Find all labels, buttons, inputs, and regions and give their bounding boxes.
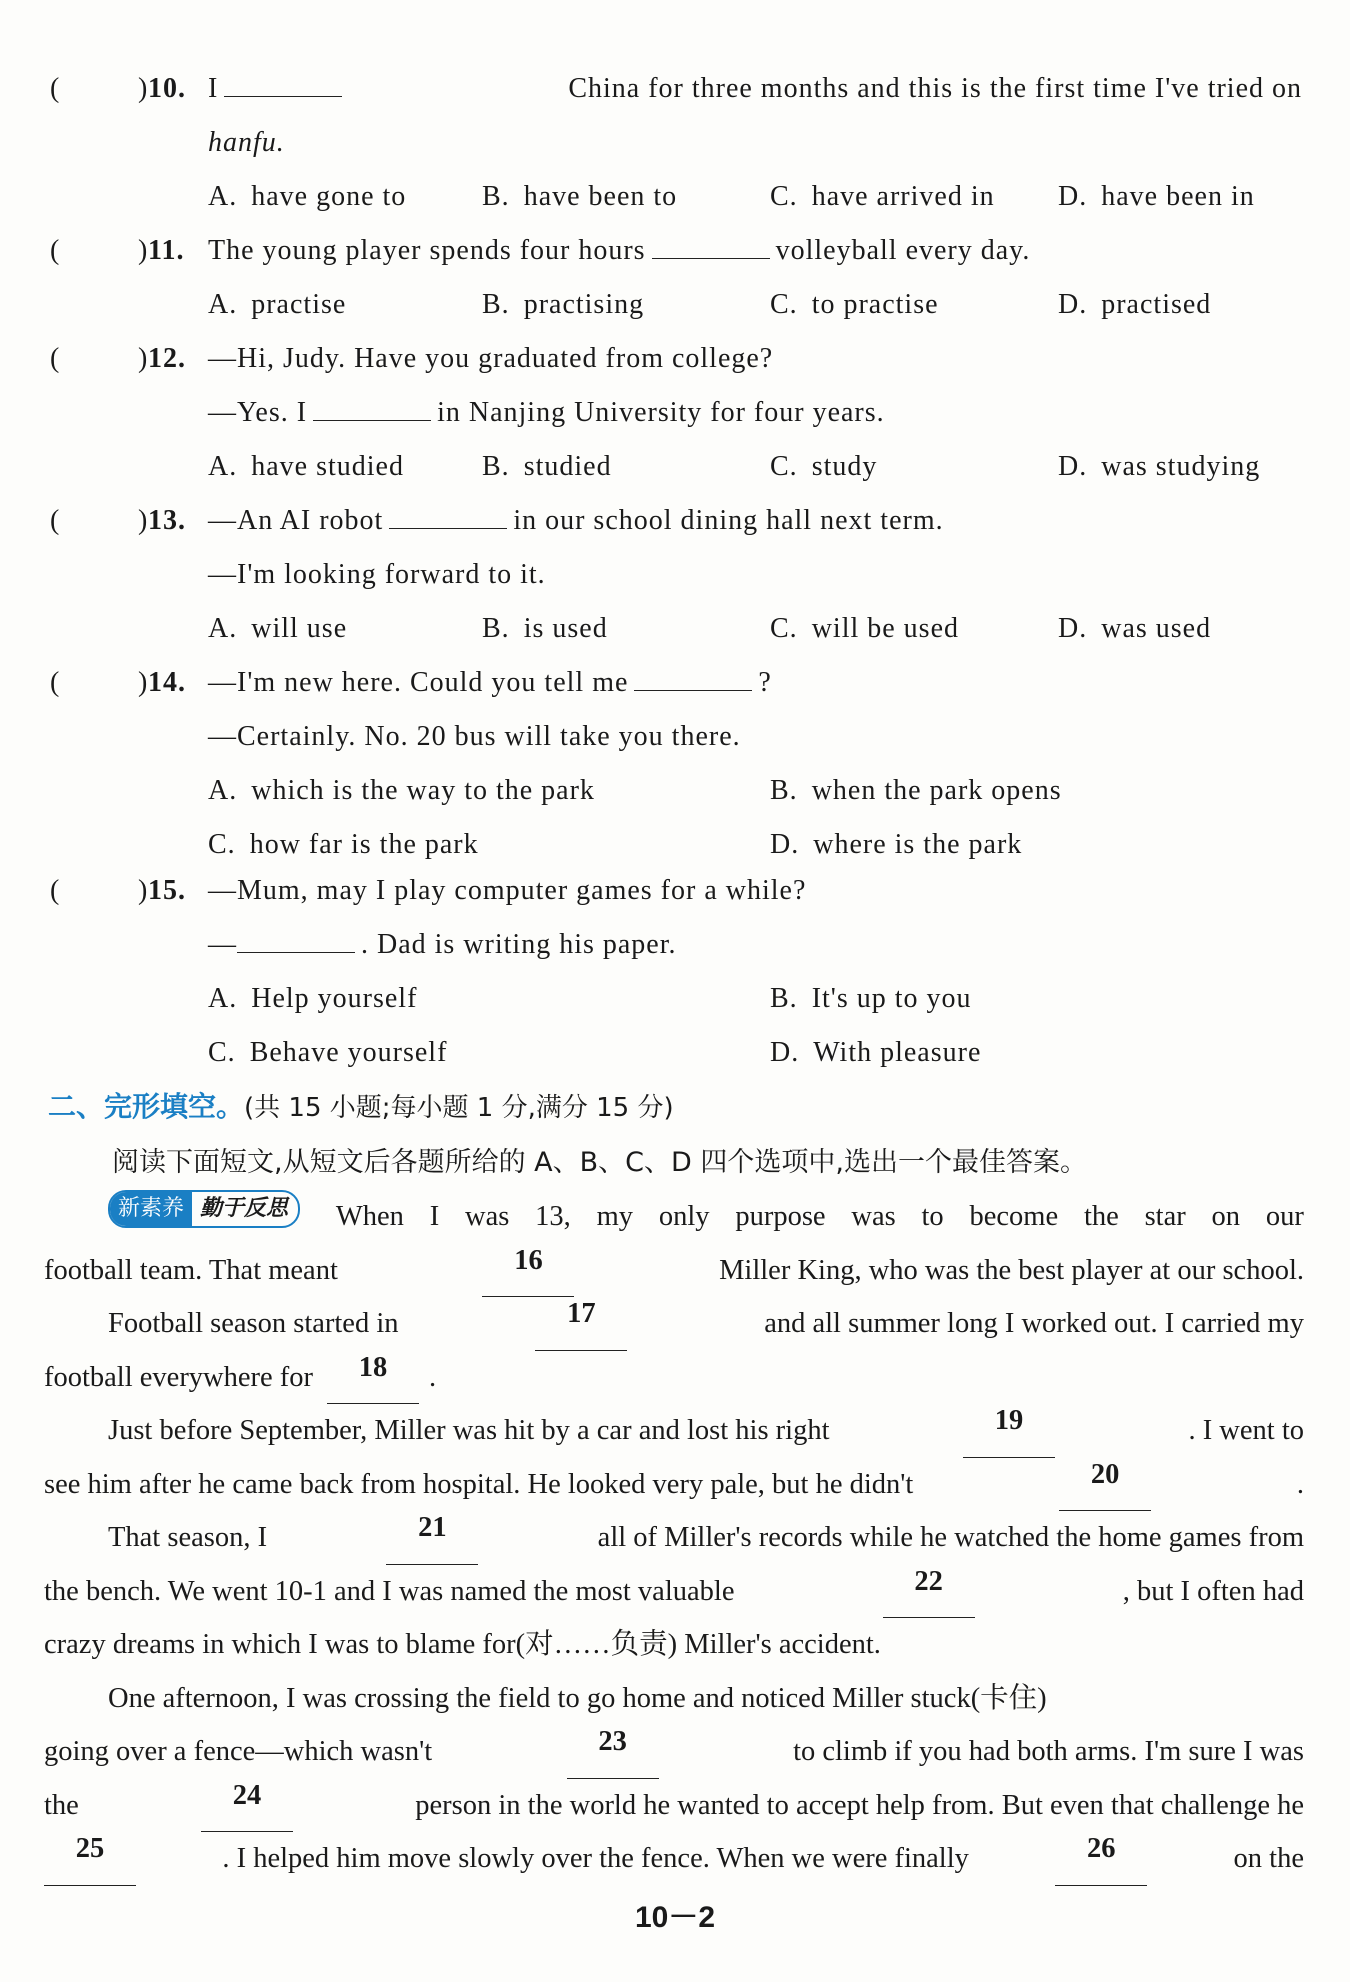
options-row <box>48 602 1302 656</box>
answer-blank[interactable] <box>224 68 342 97</box>
option-c[interactable]: C. Behave yourself <box>208 1037 448 1068</box>
answer-paren-open: ( <box>50 235 61 266</box>
question-number: 11. <box>148 235 185 266</box>
stem-reply: —I'm looking forward to it. <box>208 559 546 590</box>
answer-paren-close: ) <box>138 505 149 536</box>
page-number: 10－2 <box>634 1901 716 1934</box>
answer-paren-close: ) <box>138 235 149 266</box>
question-stem <box>208 62 1302 116</box>
options-row <box>48 278 1302 332</box>
answer-paren-open: ( <box>50 73 61 104</box>
option-d[interactable]: D. where is the park <box>770 829 1023 860</box>
cloze-blank[interactable]: 24 <box>201 1779 293 1833</box>
option-b[interactable]: B. is used <box>482 613 608 644</box>
question-stem: —An AI robot in our school dining hall next term. <box>208 494 1302 548</box>
cloze-blank[interactable]: 25 <box>44 1832 136 1886</box>
answer-paren-close: ) <box>138 667 149 698</box>
option-c[interactable]: C. have arrived in <box>770 181 995 212</box>
question-number: 15. <box>148 875 186 906</box>
option-b[interactable]: B. practising <box>482 289 645 320</box>
option-d[interactable]: D. have been in <box>1058 181 1255 212</box>
answer-blank[interactable] <box>634 662 752 691</box>
question-stem: The young player spends four hours volleyball every day. <box>208 224 1302 278</box>
section-heading <box>48 1080 674 1134</box>
option-d[interactable]: D. practised <box>1058 289 1212 320</box>
question-number: 10. <box>148 73 186 104</box>
cloze-blank[interactable]: 20 <box>1059 1458 1151 1512</box>
option-c[interactable]: C. will be used <box>770 613 959 644</box>
cloze-blank[interactable]: 17 <box>535 1297 627 1351</box>
passage-line: football team. That meant 16 Miller King, who was the best player at our school. <box>44 1244 1304 1298</box>
answer-paren-close: ) <box>138 343 149 374</box>
cloze-blank[interactable]: 18 <box>327 1351 419 1405</box>
passage-line: One afternoon, I was crossing the field to go home and noticed Miller stuck(卡住) <box>108 1682 1047 1714</box>
section-score-note: (共 15 小题;每小题 1 分,满分 15 分) <box>244 1093 674 1123</box>
option-d[interactable]: D. was used <box>1058 613 1212 644</box>
cloze-blank[interactable]: 26 <box>1055 1832 1147 1886</box>
answer-blank[interactable] <box>237 924 355 953</box>
option-a[interactable]: A. have gone to <box>208 181 407 212</box>
cloze-blank[interactable]: 21 <box>386 1511 478 1565</box>
cloze-passage <box>44 1190 1304 1886</box>
options-row <box>48 764 1302 818</box>
option-b[interactable]: B. have been to <box>482 181 678 212</box>
answer-paren-close: ) <box>138 875 149 906</box>
question-14 <box>48 656 1302 872</box>
cloze-blank[interactable]: 22 <box>883 1565 975 1619</box>
options-row <box>48 170 1302 224</box>
stem-reply: —Yes. I in Nanjing University for four years. <box>48 386 1302 440</box>
answer-blank[interactable] <box>652 230 770 259</box>
question-stem: —Mum, may I play computer games for a while? <box>208 875 807 906</box>
option-d[interactable]: D. With pleasure <box>770 1037 982 1068</box>
passage-line: 25 . I helped him move slowly over the fence. When we were finally 26 on the <box>44 1832 1304 1886</box>
question-stem: —I'm new here. Could you tell me ? <box>208 656 1302 710</box>
option-d[interactable]: D. was studying <box>1058 451 1261 482</box>
option-a[interactable]: A. have studied <box>208 451 404 482</box>
question-number: 12. <box>148 343 186 374</box>
stem-text: hanfu. <box>208 127 285 158</box>
answer-paren-open: ( <box>50 875 61 906</box>
question-number: 13. <box>148 505 186 536</box>
passage-line: Just before September, Miller was hit by a car and lost his right 19 . I went to <box>44 1404 1304 1458</box>
passage-line: see him after he came back from hospital. He looked very pale, but he didn't 20 . <box>44 1458 1304 1512</box>
answer-paren-close: ) <box>138 73 149 104</box>
question-10 <box>48 62 1302 224</box>
question-12 <box>48 332 1302 494</box>
option-a[interactable]: A. which is the way to the park <box>208 775 595 806</box>
option-c[interactable]: C. to practise <box>770 289 939 320</box>
passage-line: Football season started in 17 and all summer long I worked out. I carried my <box>44 1297 1304 1351</box>
cloze-blank[interactable]: 23 <box>567 1725 659 1779</box>
option-c[interactable]: C. study <box>770 451 878 482</box>
passage-line: 新素养 勤于反思 When I was 13, my only purpose was to become the star on our <box>44 1190 1304 1244</box>
answer-paren-open: ( <box>50 343 61 374</box>
answer-blank[interactable] <box>389 500 507 529</box>
option-a[interactable]: A. Help yourself <box>208 983 418 1014</box>
passage-line: the bench. We went 10-1 and I was named the most valuable 22 , but I often had <box>44 1565 1304 1619</box>
options-row <box>48 972 1302 1026</box>
answer-paren-open: ( <box>50 505 61 536</box>
passage-line: going over a fence—which wasn't 23 to climb if you had both arms. I'm sure I was <box>44 1725 1304 1779</box>
answer-blank[interactable] <box>313 392 431 421</box>
options-row <box>48 1026 1302 1080</box>
option-a[interactable]: A. practise <box>208 289 347 320</box>
passage-line: football everywhere for 18 . <box>44 1351 1304 1405</box>
option-c[interactable]: C. how far is the park <box>208 829 479 860</box>
stem-text: I <box>208 73 219 104</box>
passage-line: crazy dreams in which I was to blame for(对……负责) Miller's accident. <box>44 1629 881 1660</box>
question-stem: —Hi, Judy. Have you graduated from college? <box>208 343 774 374</box>
section-instruction: 阅读下面短文,从短文后各题所给的 A、B、C、D 四个选项中,选出一个最佳答案。 <box>112 1147 1087 1178</box>
options-row <box>48 440 1302 494</box>
answer-paren-open: ( <box>50 667 61 698</box>
option-b[interactable]: B. studied <box>482 451 612 482</box>
cloze-blank[interactable]: 19 <box>963 1404 1055 1458</box>
section-title: 二、完形填空。 <box>48 1090 245 1123</box>
cloze-blank[interactable]: 16 <box>482 1244 574 1298</box>
question-11 <box>48 224 1302 332</box>
literacy-badge: 新素养 勤于反思 <box>108 1190 300 1228</box>
passage-line: the 24 person in the world he wanted to accept help from. But even that challenge he <box>44 1779 1304 1833</box>
question-15 <box>48 864 1302 1080</box>
stem-reply: —Certainly. No. 20 bus will take you there. <box>208 721 741 752</box>
stem-text: China for three months and this is the first time I've tried on <box>568 73 1302 104</box>
passage-line: That season, I 21 all of Miller's records while he watched the home games from <box>44 1511 1304 1565</box>
option-a[interactable]: A. will use <box>208 613 348 644</box>
option-b[interactable]: B. It's up to you <box>770 983 972 1014</box>
question-13 <box>48 494 1302 656</box>
stem-reply: — . Dad is writing his paper. <box>48 918 1302 972</box>
option-b[interactable]: B. when the park opens <box>770 775 1062 806</box>
question-number: 14. <box>148 667 186 698</box>
